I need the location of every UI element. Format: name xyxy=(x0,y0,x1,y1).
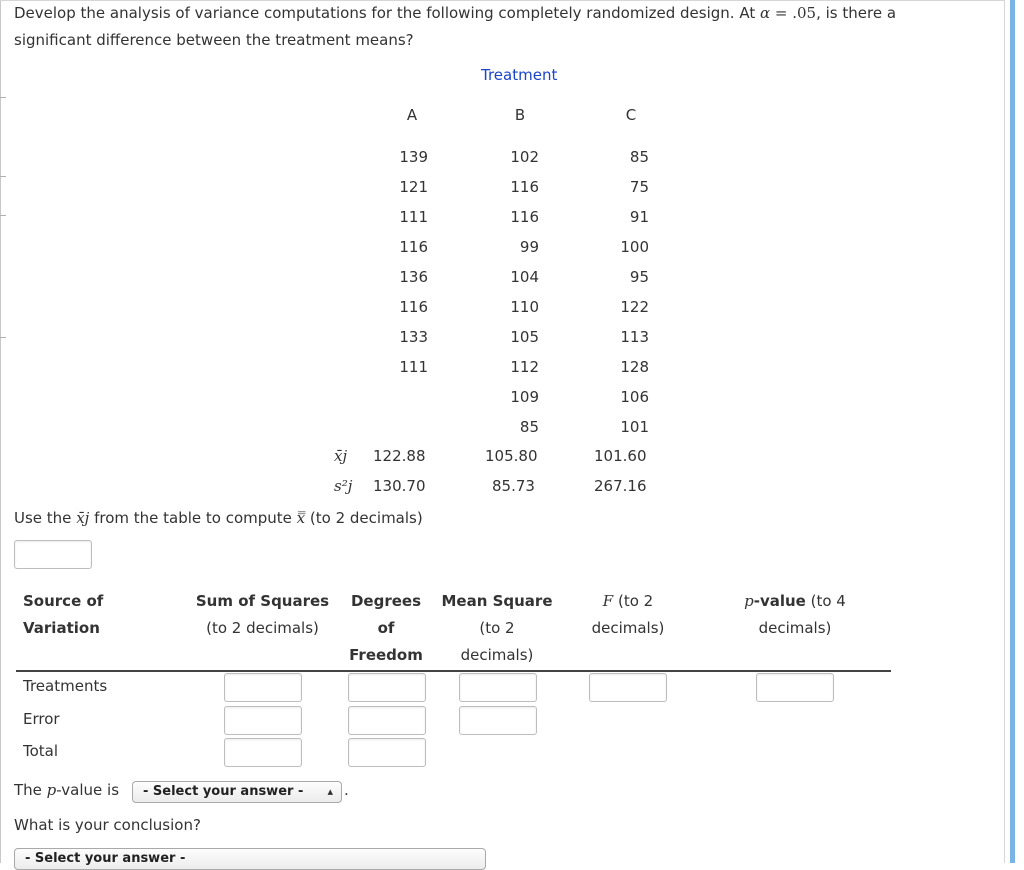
header-p-value: p-value (to 4 decimals) xyxy=(744,592,846,637)
p-value-input[interactable] xyxy=(756,673,834,702)
conclusion-select[interactable]: - Select your answer - xyxy=(14,848,486,870)
table-cell-b: 116 xyxy=(510,208,539,226)
table-cell-c: 85 xyxy=(629,148,649,166)
table-cell-c: 95 xyxy=(629,268,649,286)
mean-a: 122.88 xyxy=(373,447,426,465)
table-cell-b: 99 xyxy=(519,238,539,256)
table-cell-a: 111 xyxy=(399,208,428,226)
table-cell-c: 100 xyxy=(620,238,649,256)
table-cell-a: 111 xyxy=(399,358,428,376)
margin-tick xyxy=(0,97,6,98)
ms-treatments-input[interactable] xyxy=(459,673,537,702)
f-input[interactable] xyxy=(589,673,667,702)
header-mean-square: Mean Square (to 2 decimals) xyxy=(441,592,553,664)
table-cell-a: 133 xyxy=(399,328,428,346)
mean-c: 101.60 xyxy=(594,447,647,465)
column-c-values xyxy=(609,148,649,448)
margin-tick xyxy=(0,176,6,177)
header-degrees-of-freedom: Degrees of Freedom xyxy=(349,592,423,664)
row-label-total: Total xyxy=(23,742,59,760)
column-b-values xyxy=(499,148,539,448)
table-cell-c: 106 xyxy=(620,388,649,406)
variance-b: 85.73 xyxy=(492,477,535,495)
ss-error-input[interactable] xyxy=(224,706,302,735)
table-cell-b: 104 xyxy=(510,268,539,286)
mean-b: 105.80 xyxy=(485,447,538,465)
p-value-select[interactable]: - Select your answer - ▴ xyxy=(132,781,342,803)
scrollbar-track[interactable] xyxy=(1010,0,1015,863)
column-header-b: B xyxy=(514,106,526,124)
updown-arrows-icon: ▴ xyxy=(327,785,333,798)
df-treatments-input[interactable] xyxy=(348,673,426,702)
header-divider xyxy=(16,670,891,672)
table-cell-b: 102 xyxy=(510,148,539,166)
column-a-values xyxy=(388,148,428,388)
df-total-input[interactable] xyxy=(348,738,426,767)
column-header-c: C xyxy=(625,106,637,124)
table-cell-c: 91 xyxy=(629,208,649,226)
left-border xyxy=(0,0,1,863)
column-header-a: A xyxy=(406,106,418,124)
header-f: F (to 2 decimals) xyxy=(591,592,665,637)
variance-row-label: s²j xyxy=(334,477,353,495)
ss-treatments-input[interactable] xyxy=(224,673,302,702)
ms-error-input[interactable] xyxy=(459,706,537,735)
table-cell-c: 128 xyxy=(620,358,649,376)
grand-mean-prompt: Use the x̄j from the table to compute x̿ (to 2 decimals) xyxy=(14,509,423,527)
grand-mean-input[interactable] xyxy=(14,540,92,569)
table-cell-a: 136 xyxy=(399,268,428,286)
p-value-statement: The p-value is xyxy=(14,781,120,799)
table-cell-a: 116 xyxy=(399,238,428,256)
table-cell-b: 110 xyxy=(510,298,539,316)
question-text: Develop the analysis of variance computations for the following completely randomized design. At α = .05, is there a significant difference between the treatment means? xyxy=(14,4,897,49)
variance-a: 130.70 xyxy=(373,477,426,495)
margin-tick xyxy=(0,215,6,216)
p-value-period: . xyxy=(344,781,349,799)
table-cell-b: 116 xyxy=(510,178,539,196)
df-error-input[interactable] xyxy=(348,706,426,735)
table-cell-a: 116 xyxy=(399,298,428,316)
table-cell-c: 122 xyxy=(620,298,649,316)
table-cell-c: 75 xyxy=(629,178,649,196)
row-label-treatments: Treatments xyxy=(23,677,108,695)
table-cell-c: 101 xyxy=(620,418,649,436)
conclusion-prompt: What is your conclusion? xyxy=(14,816,201,834)
header-source: Source of Variation xyxy=(23,592,104,637)
variance-c: 267.16 xyxy=(594,477,647,495)
table-cell-a: 121 xyxy=(399,178,428,196)
table-cell-b: 109 xyxy=(510,388,539,406)
table-cell-b: 85 xyxy=(519,418,539,436)
table-cell-c: 113 xyxy=(620,328,649,346)
row-label-error: Error xyxy=(23,710,60,728)
right-border xyxy=(1004,0,1005,863)
table-cell-a: 139 xyxy=(399,148,428,166)
table-cell-b: 112 xyxy=(510,358,539,376)
ss-total-input[interactable] xyxy=(224,738,302,767)
margin-tick xyxy=(0,337,6,338)
table-cell-b: 105 xyxy=(510,328,539,346)
treatment-header: Treatment xyxy=(481,66,558,84)
header-sum-of-squares: Sum of Squares (to 2 decimals) xyxy=(195,592,330,637)
mean-row-label: x̄j xyxy=(334,447,348,465)
